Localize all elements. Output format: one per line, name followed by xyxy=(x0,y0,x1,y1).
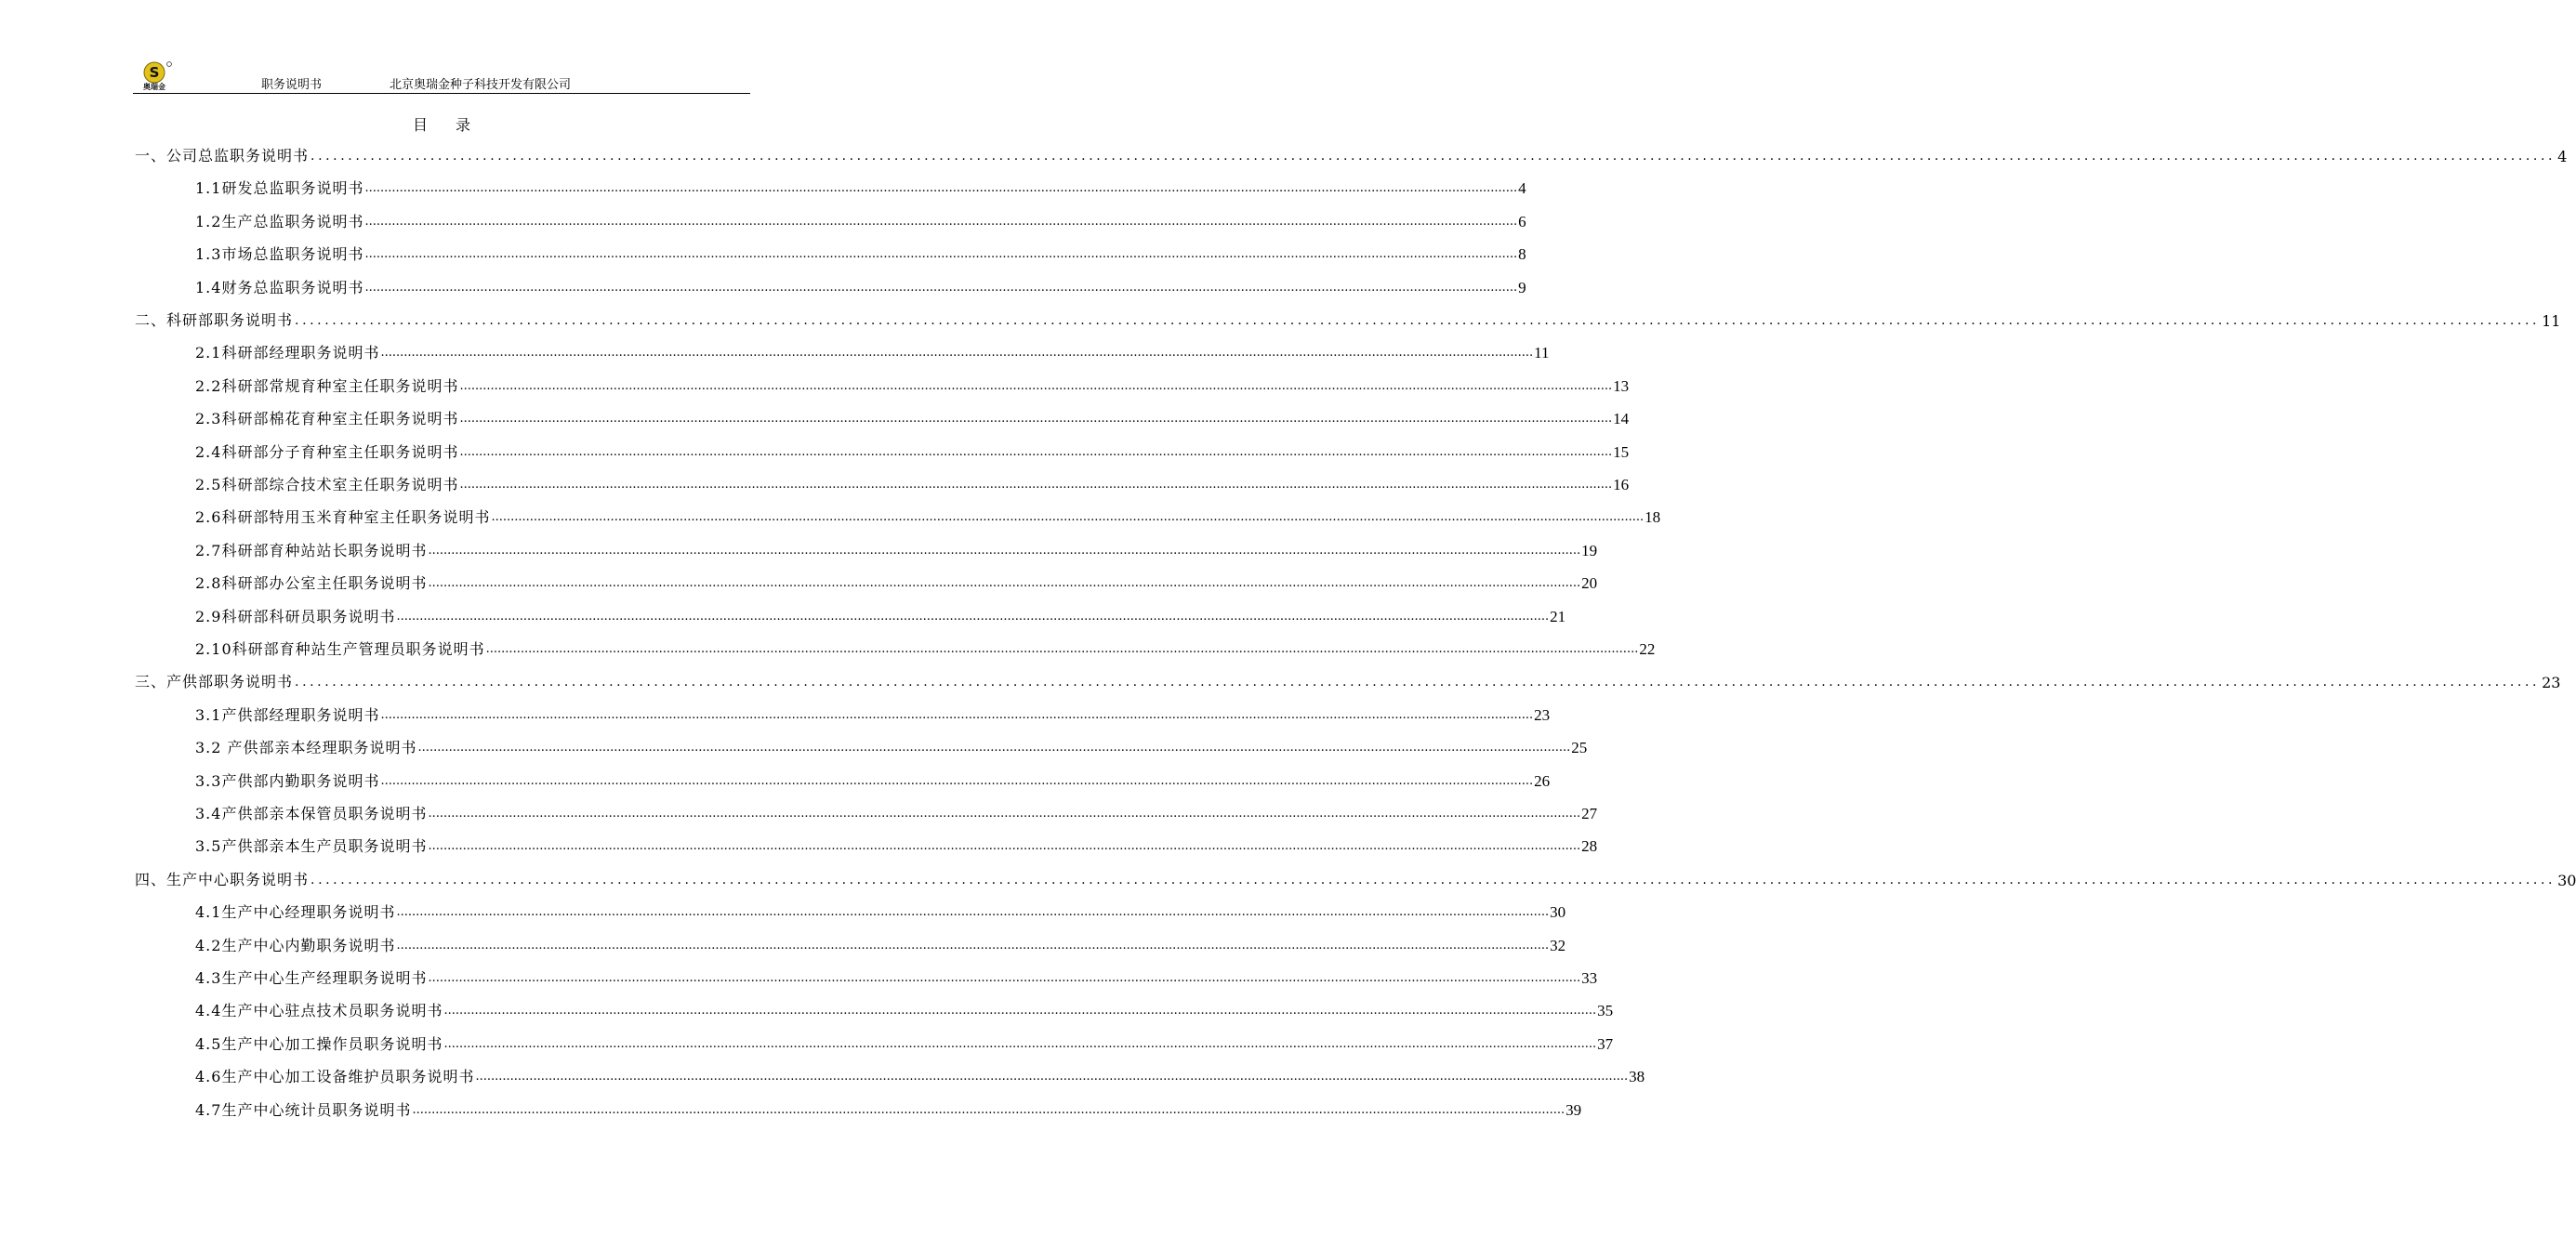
toc-entry-label: 1.4财务总监职务说明书 xyxy=(195,278,364,296)
toc-entry-label: 4.7生产中心统计员职务说明书 xyxy=(195,1100,412,1119)
page-header xyxy=(133,58,750,94)
toc-page-number: 35 xyxy=(1597,1002,1614,1020)
toc-entry-label: 2.10科研部育种站生产管理员职务说明书 xyxy=(195,640,485,658)
toc-subsection-entry[interactable] xyxy=(195,767,1551,791)
toc-dot-leader: ............................................................................................................................................................................................................................................................................................................ xyxy=(364,181,1518,196)
svg-text:S: S xyxy=(149,64,160,81)
toc-entry-label: 1.2生产总监职务说明书 xyxy=(195,212,364,230)
toc-entry-label: 2.2科研部常规育种室主任职务说明书 xyxy=(195,376,459,395)
toc-dot-leader: ............................................................................................................................................................................................................................................................................................................ xyxy=(459,444,1613,459)
toc-page-number: 38 xyxy=(1629,1068,1645,1086)
toc-heading: 目录 xyxy=(412,116,498,134)
toc-dot-leader: ............................................................................................................................................................................................................................................................................................................ xyxy=(396,609,1550,624)
toc-dot-leader: ............................................................................................................................................................................................................................................................................................................ xyxy=(417,741,1571,756)
toc-subsection-entry[interactable] xyxy=(195,438,1630,462)
toc-dot-leader: ............................................................................................................................................................................................................................................................................................................ xyxy=(364,280,1518,295)
toc-subsection-entry[interactable] xyxy=(195,799,1598,823)
header-company-name: 北京奥瑞金种子科技开发有限公司 xyxy=(390,78,572,92)
toc-subsection-entry[interactable] xyxy=(195,996,1614,1020)
toc-subsection-entry[interactable] xyxy=(195,733,1588,757)
toc-dot-leader: ............................................................................................................................................................................................................................................................................................................ xyxy=(459,478,1613,492)
toc-dot-leader: ............................................................................................................................................................................................................................................................................................................ xyxy=(428,576,1581,591)
toc-section-entry[interactable] xyxy=(135,306,2561,330)
company-logo xyxy=(136,59,175,91)
toc-subsection-entry[interactable] xyxy=(195,240,1526,264)
toc-entry-label: 4.2生产中心内勤职务说明书 xyxy=(195,936,396,954)
toc-page-number: 15 xyxy=(1613,442,1630,461)
toc-page-number: 30 xyxy=(2557,871,2576,889)
toc-dot-leader: ............................................................................................................................................................................................................................................................................................................ xyxy=(485,642,1639,656)
toc-dot-leader: ............................................................................................................................................................................................................................................................................................................ xyxy=(428,839,1581,854)
toc-page-number: 11 xyxy=(1534,344,1550,362)
toc-entry-label: 3.3产供部内勤职务说明书 xyxy=(195,771,380,790)
toc-dot-leader: ............................................................................................................................................................................................................................................................................................................ xyxy=(380,707,1534,722)
toc-page-number: 37 xyxy=(1597,1034,1614,1053)
toc-dot-leader: ............................................................................................................................................................................................................................................................................................................ xyxy=(412,1102,1565,1117)
toc-subsection-entry[interactable] xyxy=(195,635,1656,659)
toc-page-number: 26 xyxy=(1534,771,1551,790)
toc-page-number: 28 xyxy=(1581,837,1598,856)
toc-dot-leader: ............................................................................................................................................................................................................................................................................................................ xyxy=(491,510,1645,525)
toc-dot-leader: ............................................................................................................................................................................................................................................................................................................ xyxy=(310,872,2556,887)
toc-entry-label: 2.8科研部办公室主任职务说明书 xyxy=(195,574,428,593)
toc-entry-label: 2.1科研部经理职务说明书 xyxy=(195,344,380,362)
toc-entry-label: 2.3科研部棉花育种室主任职务说明书 xyxy=(195,410,459,428)
toc-entry-label: 4.1生产中心经理职务说明书 xyxy=(195,903,396,922)
toc-section-entry[interactable] xyxy=(135,141,2568,165)
toc-entry-label: 4.5生产中心加工操作员职务说明书 xyxy=(195,1034,443,1053)
toc-dot-leader: ............................................................................................................................................................................................................................................................................................................ xyxy=(396,938,1550,953)
toc-subsection-entry[interactable] xyxy=(195,964,1598,988)
toc-dot-leader: ............................................................................................................................................................................................................................................................................................................ xyxy=(428,543,1581,558)
toc-page-number: 32 xyxy=(1550,936,1566,954)
toc-subsection-entry[interactable] xyxy=(195,273,1526,297)
toc-dot-leader: ............................................................................................................................................................................................................................................................................................................ xyxy=(364,247,1518,262)
toc-dot-leader: ............................................................................................................................................................................................................................................................................................................ xyxy=(396,905,1550,920)
toc-dot-leader: ............................................................................................................................................................................................................................................................................................................ xyxy=(459,412,1613,427)
toc-dot-leader: ............................................................................................................................................................................................................................................................................................................ xyxy=(310,149,2556,164)
toc-dot-leader: ............................................................................................................................................................................................................................................................................................................ xyxy=(295,675,2541,690)
toc-dot-leader: ............................................................................................................................................................................................................................................................................................................ xyxy=(428,807,1581,821)
toc-entry-label: 2.4科研部分子育种室主任职务说明书 xyxy=(195,442,459,461)
toc-entry-label: 三、产供部职务说明书 xyxy=(135,673,294,691)
toc-subsection-entry[interactable] xyxy=(195,404,1630,428)
toc-page-number: 30 xyxy=(1550,903,1566,922)
toc-subsection-entry[interactable] xyxy=(195,832,1598,856)
header-doc-title: 职务说明书 xyxy=(261,78,323,92)
toc-subsection-entry[interactable] xyxy=(195,174,1526,198)
toc-subsection-entry[interactable] xyxy=(195,898,1566,922)
toc-entry-label: 3.5产供部亲本生产员职务说明书 xyxy=(195,837,428,856)
toc-dot-leader: ............................................................................................................................................................................................................................................................................................................ xyxy=(443,1004,1597,1019)
toc-entry-label: 3.4产供部亲本保管员职务说明书 xyxy=(195,805,428,822)
toc-subsection-entry[interactable] xyxy=(195,1096,1582,1120)
toc-subsection-entry[interactable] xyxy=(195,569,1598,593)
toc-subsection-entry[interactable] xyxy=(195,372,1630,396)
toc-page-number: 27 xyxy=(1581,805,1598,822)
toc-entry-label: 4.3生产中心生产经理职务说明书 xyxy=(195,969,428,987)
toc-page-number: 14 xyxy=(1613,410,1630,428)
toc-subsection-entry[interactable] xyxy=(195,931,1566,955)
toc-page-number: 16 xyxy=(1613,476,1630,493)
toc-page-number: 4 xyxy=(1518,179,1526,198)
toc-dot-leader: ............................................................................................................................................................................................................................................................................................................ xyxy=(459,378,1613,393)
toc-entry-label: 4.4生产中心驻点技术员职务说明书 xyxy=(195,1002,443,1020)
toc-page-number: 9 xyxy=(1518,278,1526,296)
toc-subsection-entry[interactable] xyxy=(195,338,1550,362)
toc-entry-label: 1.1研发总监职务说明书 xyxy=(195,179,364,198)
toc-entry-label: 四、生产中心职务说明书 xyxy=(135,870,310,888)
toc-page-number: 23 xyxy=(1534,705,1551,724)
toc-page-number: 33 xyxy=(1581,969,1598,987)
toc-subsection-entry[interactable] xyxy=(195,602,1566,626)
toc-page-number: 18 xyxy=(1645,508,1661,527)
toc-subsection-entry[interactable] xyxy=(195,536,1598,560)
toc-page-number: 39 xyxy=(1565,1100,1582,1119)
toc-page-number: 4 xyxy=(2557,148,2568,165)
toc-dot-leader: ............................................................................................................................................................................................................................................................................................................ xyxy=(364,214,1518,229)
toc-page-number: 20 xyxy=(1581,574,1598,593)
svg-text:奥瑞金: 奥瑞金 xyxy=(143,83,165,91)
toc-dot-leader: ............................................................................................................................................................................................................................................................................................................ xyxy=(380,773,1534,788)
toc-entry-label: 一、公司总监职务说明书 xyxy=(135,147,310,164)
toc-section-entry[interactable] xyxy=(135,865,2576,889)
toc-dot-leader: ............................................................................................................................................................................................................................................................................................................ xyxy=(428,971,1581,985)
toc-subsection-entry[interactable] xyxy=(195,503,1661,527)
toc-page-number: 8 xyxy=(1518,245,1526,264)
toc-entry-label: 2.7科研部育种站站长职务说明书 xyxy=(195,541,428,559)
toc-entry-label: 3.1产供部经理职务说明书 xyxy=(195,705,380,724)
toc-subsection-entry[interactable] xyxy=(195,207,1526,231)
toc-page-number: 22 xyxy=(1639,640,1656,658)
toc-page-number: 25 xyxy=(1571,739,1588,757)
toc-dot-leader: ............................................................................................................................................................................................................................................................................................................ xyxy=(443,1036,1597,1051)
toc-entry-label: 2.6科研部特用玉米育种室主任职务说明书 xyxy=(195,508,491,527)
toc-page-number: 19 xyxy=(1581,541,1598,559)
toc-page-number: 21 xyxy=(1550,607,1566,625)
toc-section-entry[interactable] xyxy=(135,667,2561,692)
toc-subsection-entry[interactable] xyxy=(195,1062,1645,1086)
toc-dot-leader: ............................................................................................................................................................................................................................................................................................................ xyxy=(475,1070,1629,1085)
toc-entry-label: 二、科研部职务说明书 xyxy=(135,311,294,329)
toc-dot-leader: ............................................................................................................................................................................................................................................................................................................ xyxy=(295,313,2541,328)
toc-entry-label: 1.3市场总监职务说明书 xyxy=(195,245,364,264)
toc-page-number: 11 xyxy=(2542,312,2561,330)
toc-dot-leader: ............................................................................................................................................................................................................................................................................................................ xyxy=(380,346,1534,361)
toc-entry-label: 3.2 产供部亲本经理职务说明书 xyxy=(195,739,417,757)
toc-page-number: 6 xyxy=(1518,212,1526,230)
toc-subsection-entry[interactable] xyxy=(195,1030,1614,1054)
toc-subsection-entry[interactable] xyxy=(195,701,1551,725)
toc-page-number: 23 xyxy=(2542,674,2561,692)
toc-entry-label: 2.5科研部综合技术室主任职务说明书 xyxy=(195,476,459,493)
toc-subsection-entry[interactable] xyxy=(195,470,1630,494)
toc-entry-label: 2.9科研部科研员职务说明书 xyxy=(195,607,396,625)
toc-entry-label: 4.6生产中心加工设备维护员职务说明书 xyxy=(195,1068,475,1086)
toc-page-number: 13 xyxy=(1613,376,1630,395)
